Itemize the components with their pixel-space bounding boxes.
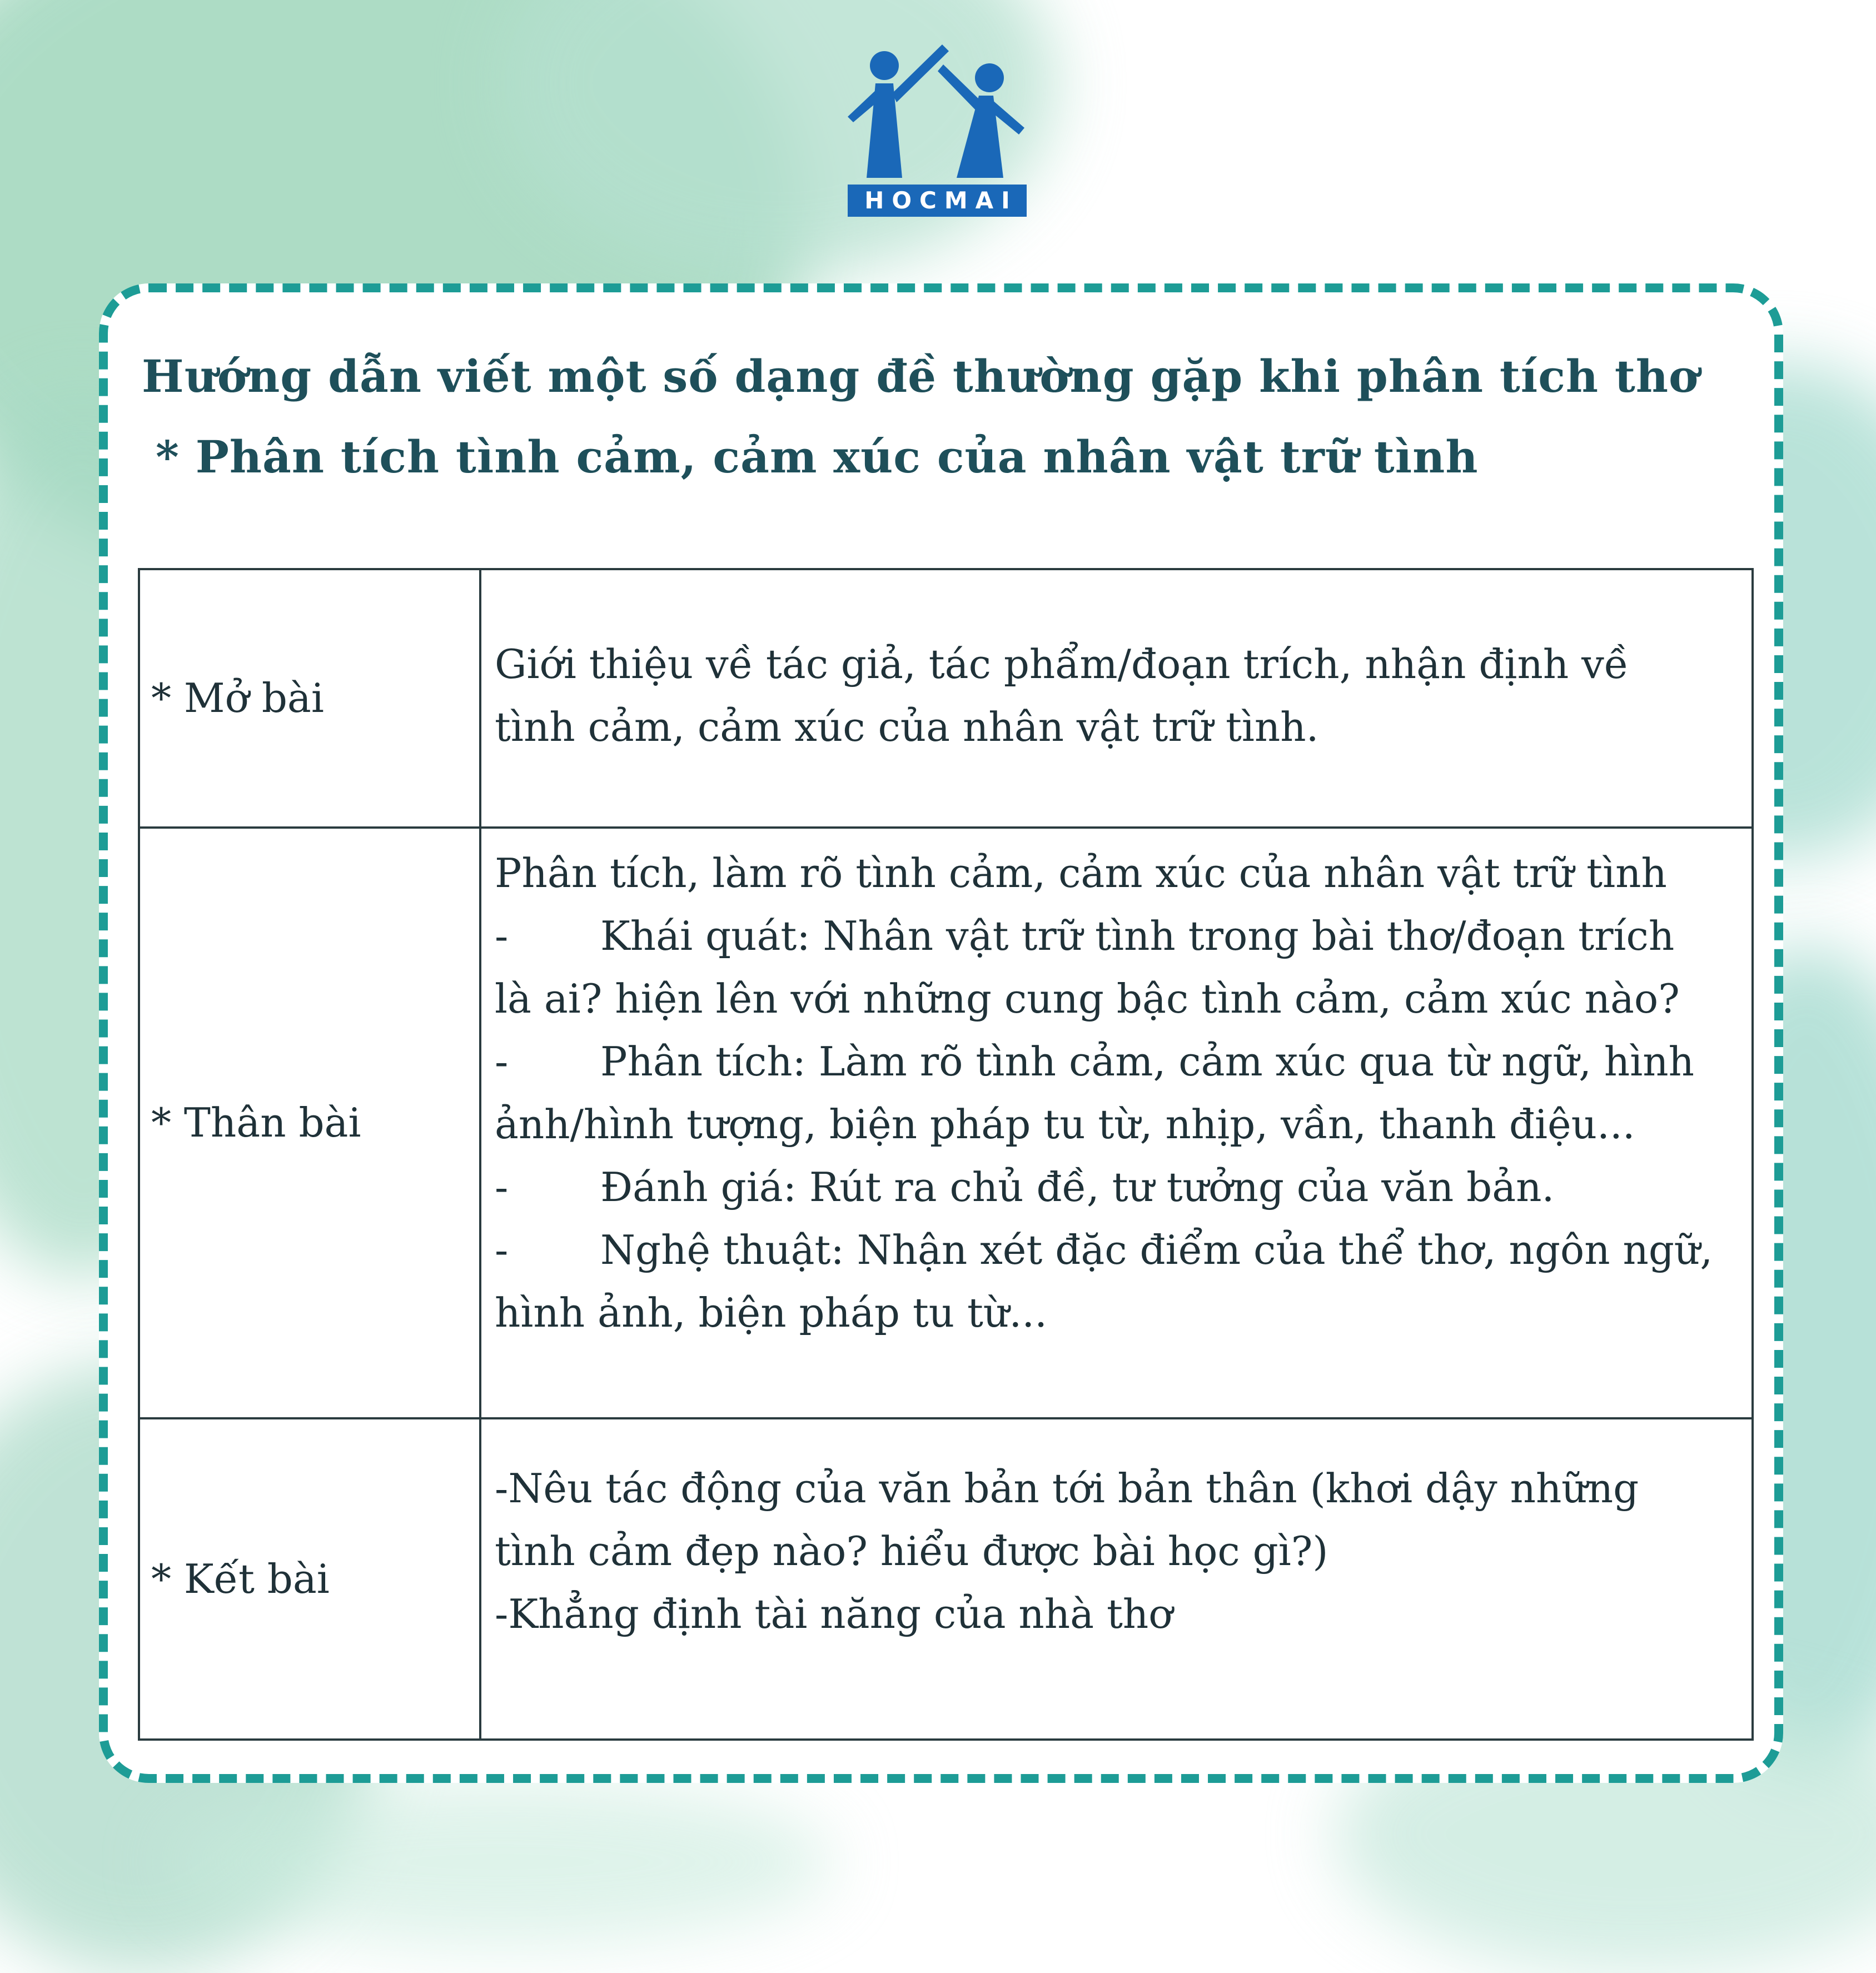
content-line: -Khẳng định tài năng của nhà thơ — [495, 1591, 1173, 1637]
row-content — [480, 569, 1753, 828]
page-title: Hướng dẫn viết một số dạng đề thường gặp khi phân tích thơ — [142, 350, 1699, 402]
bullet-text: Khái quát: Nhân vật trữ tình trong bài thơ/đoạn trích — [600, 913, 1675, 959]
bullet-continuation: ảnh/hình tượng, biện pháp tu từ, nhịp, vần, thanh điệu... — [495, 1101, 1635, 1148]
bullet-item — [495, 1219, 1740, 1282]
essay-outline-table — [138, 568, 1754, 1741]
content-line: tình cảm đẹp nào? hiểu được bài học gì?) — [495, 1528, 1328, 1575]
row-content — [480, 1418, 1753, 1740]
content-line: Phân tích, làm rõ tình cảm, cảm xúc của nhân vật trữ tình — [495, 850, 1667, 896]
bullet-dash: - — [495, 1038, 509, 1085]
content-line: tình cảm, cảm xúc của nhân vật trữ tình. — [495, 704, 1319, 750]
table-row-than-bai — [139, 828, 1753, 1418]
content-line: Giới thiệu về tác giả, tác phẩm/đoạn trích, nhận định về — [495, 641, 1629, 687]
bullet-item — [495, 1030, 1740, 1093]
bullet-continuation: hình ảnh, biện pháp tu từ... — [495, 1289, 1047, 1336]
row-label: * Kết bài — [139, 1418, 480, 1740]
row-content — [480, 828, 1753, 1418]
page-subtitle: * Phân tích tình cảm, cảm xúc của nhân vật trữ tình — [156, 431, 1479, 483]
row-label: * Mở bài — [139, 569, 480, 828]
bullet-dash: - — [495, 1164, 509, 1210]
bullet-text: Phân tích: Làm rõ tình cảm, cảm xúc qua từ ngữ, hình — [600, 1038, 1695, 1085]
row-label: * Thân bài — [139, 828, 480, 1418]
bullet-text: Nghệ thuật: Nhận xét đặc điểm của thể thơ, ngôn ngữ, — [600, 1227, 1713, 1273]
bullet-item — [495, 1156, 1740, 1219]
hocmai-logo — [848, 44, 1028, 217]
logo-wordmark: HOCMAI — [848, 185, 1027, 217]
content-line: -Nêu tác động của văn bản tới bản thân (khơi dậy những — [495, 1465, 1639, 1512]
bullet-dash: - — [495, 1227, 509, 1273]
bullet-dash: - — [495, 913, 509, 959]
table-row-ket-bai — [139, 1418, 1753, 1740]
table-row-mo-bai — [139, 569, 1753, 828]
bullet-text: Đánh giá: Rút ra chủ đề, tư tưởng của văn bản. — [600, 1164, 1555, 1210]
bullet-continuation: là ai? hiện lên với những cung bậc tình cảm, cảm xúc nào? — [495, 975, 1680, 1022]
bullet-item — [495, 905, 1740, 968]
